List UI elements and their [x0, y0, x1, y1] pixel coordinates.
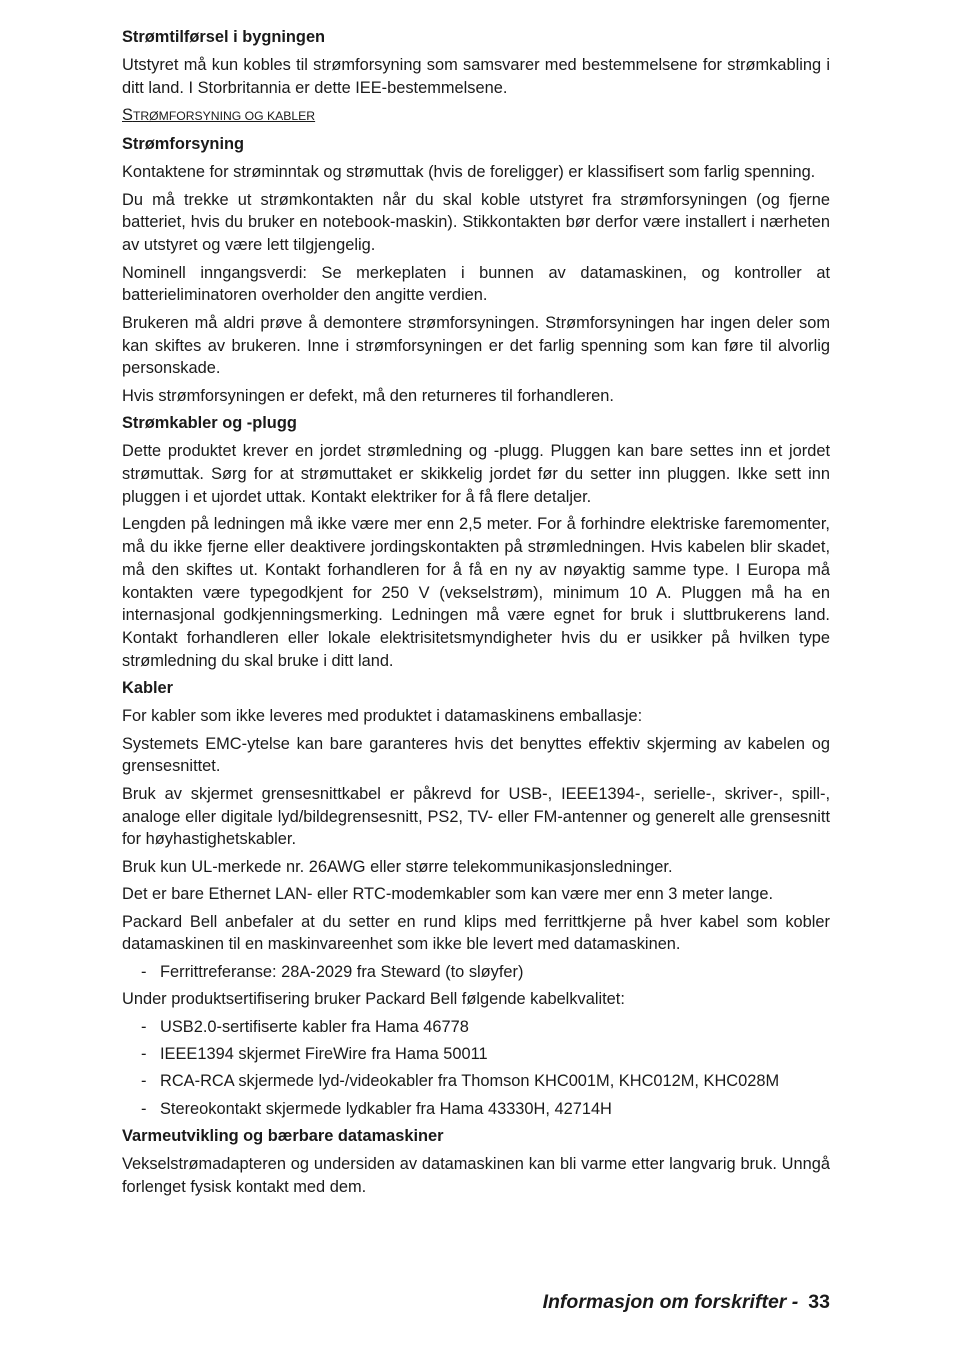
- list-item: - Stereokontakt skjermede lydkabler fra Hama 43330H, 42714H: [122, 1098, 830, 1121]
- cable-quality-list: [122, 1016, 830, 1121]
- list-item: - USB2.0-sertifiserte kabler fra Hama 46778: [122, 1016, 830, 1039]
- heading-stromtilforsel: Strømtilførsel i bygningen: [122, 28, 326, 46]
- paragraph: Vekselstrømadapteren og undersiden av datamaskinen kan bli varme etter langvarig bruk. Unngå forlenget fysisk kontakt med dem.: [122, 1155, 830, 1196]
- paragraph: Under produktsertifisering bruker Packard Bell følgende kabelkvalitet:: [122, 990, 625, 1009]
- paragraph: Kontaktene for strøminntak og strømuttak (hvis de foreligger) er klassifisert som farlig spenning.: [122, 163, 816, 182]
- heading-stromkabler: Strømkabler og -plugg: [122, 414, 297, 433]
- heading-stromforsyning: Strømforsyning: [122, 135, 245, 154]
- paragraph: Brukeren må aldri prøve å demontere strømforsyningen. Strømforsyningen har ingen deler som kan skiftes av brukeren. Inne i strømforsyningen er det farlig spenning som kan føre til alvorlig personskade.: [122, 313, 830, 378]
- page-number: 33: [808, 1291, 830, 1313]
- paragraph: Hvis strømforsyningen er defekt, må den returneres til forhandleren.: [122, 386, 614, 405]
- list-item: - Ferrittreferanse: 28A-2029 fra Steward (to sløyfer): [122, 961, 830, 984]
- page-footer: [543, 1291, 830, 1314]
- paragraph: Lengden på ledningen må ikke være mer enn 2,5 meter. For å forhindre elektriske faremomenter, må du ikke fjerne eller deaktivere jordingskontakten på strømledningen. Hvis kabelen blir skadet, må den skiftes ut. Kontakt forhandleren for å få en ny av nøyaktig samme type. I Europa må kontakten være typegodkjent for 250 V (vekselstrøm), minimum 10 A. Pluggen må ha en internasjonal godkjenningsmerking. Ledningen må være egnet for bruk i sluttbrukerens land. Kontakt forhandleren eller lokale elektrisitetsmyndigheter hvis du er usikker på hvilken type strømledning du skal bruke i ditt land.: [122, 515, 830, 670]
- paragraph: Dette produktet krever en jordet strømledning og -plugg. Pluggen kan bare settes inn et jordet strømuttak. Sørg for at strømuttaket er skikkelig jordet før du setter inn pluggen. Ikke sett inn pluggen i et ujordet uttak. Kontakt elektriker for å få flere detaljer.: [122, 442, 830, 506]
- heading-varmeutvikling: Varmeutvikling og bærbare datamaskiner: [122, 1127, 444, 1146]
- section-title-initial: S: [122, 106, 133, 125]
- list-item: - IEEE1394 skjermet FireWire fra Hama 50011: [122, 1043, 830, 1066]
- paragraph: Du må trekke ut strømkontakten når du skal koble utstyret fra strømforsyningen (og fjerne batteriet, hvis du bruker en notebook-maskin). Stikkontakten bør derfor være installert i nærheten av utstyret og være lett tilgjengelig.: [122, 190, 830, 255]
- paragraph: Utstyret må kun kobles til strømforsyning som samsvarer med bestemmelsene for strømkabling i ditt land. I Storbritannia er dette IEE-bestemmelsene.: [122, 56, 830, 97]
- section-title: [122, 104, 830, 127]
- paragraph: Nominell inngangsverdi: Se merkeplaten i bunnen av datamaskinen, og kontroller at batterieliminatoren overholder den angitte verdien.: [122, 263, 830, 305]
- heading-kabler: Kabler: [122, 679, 174, 698]
- paragraph: Bruk kun UL-merkede nr. 26AWG eller større telekommunikasjonsledninger.: [122, 857, 673, 876]
- paragraph: Systemets EMC-ytelse kan bare garanteres hvis det benyttes effektiv skjerming av kabelen og grensesnittet.: [122, 734, 830, 776]
- paragraph: Bruk av skjermet grensesnittkabel er påkrevd for USB-, IEEE1394-, serielle-, skriver-, spill-, analoge eller digitale lyd/bildegrensesnitt, PS2, TV- eller FM-antenner og generelt alle grensesnitt for høyhastighetskabler.: [122, 784, 830, 849]
- paragraph: Packard Bell anbefaler at du setter en rund klips med ferrittkjerne på hver kabel som kobler datamaskinen til en maskinvareenhet som ikke ble levert med datamaskinen.: [122, 912, 830, 954]
- paragraph: Det er bare Ethernet LAN- eller RTC-modemkabler som kan være mer enn 3 meter lange.: [122, 885, 774, 904]
- ferrite-list: [122, 961, 830, 984]
- list-item: - RCA-RCA skjermede lyd-/videokabler fra Thomson KHC001M, KHC012M, KHC028M: [122, 1070, 830, 1093]
- paragraph: For kabler som ikke leveres med produktet i datamaskinens emballasje:: [122, 707, 643, 726]
- document-body: [122, 26, 830, 1203]
- footer-title: Informasjon om forskrifter -: [542, 1291, 799, 1313]
- section-title-rest: TRØMFORSYNING OG KABLER: [132, 109, 316, 124]
